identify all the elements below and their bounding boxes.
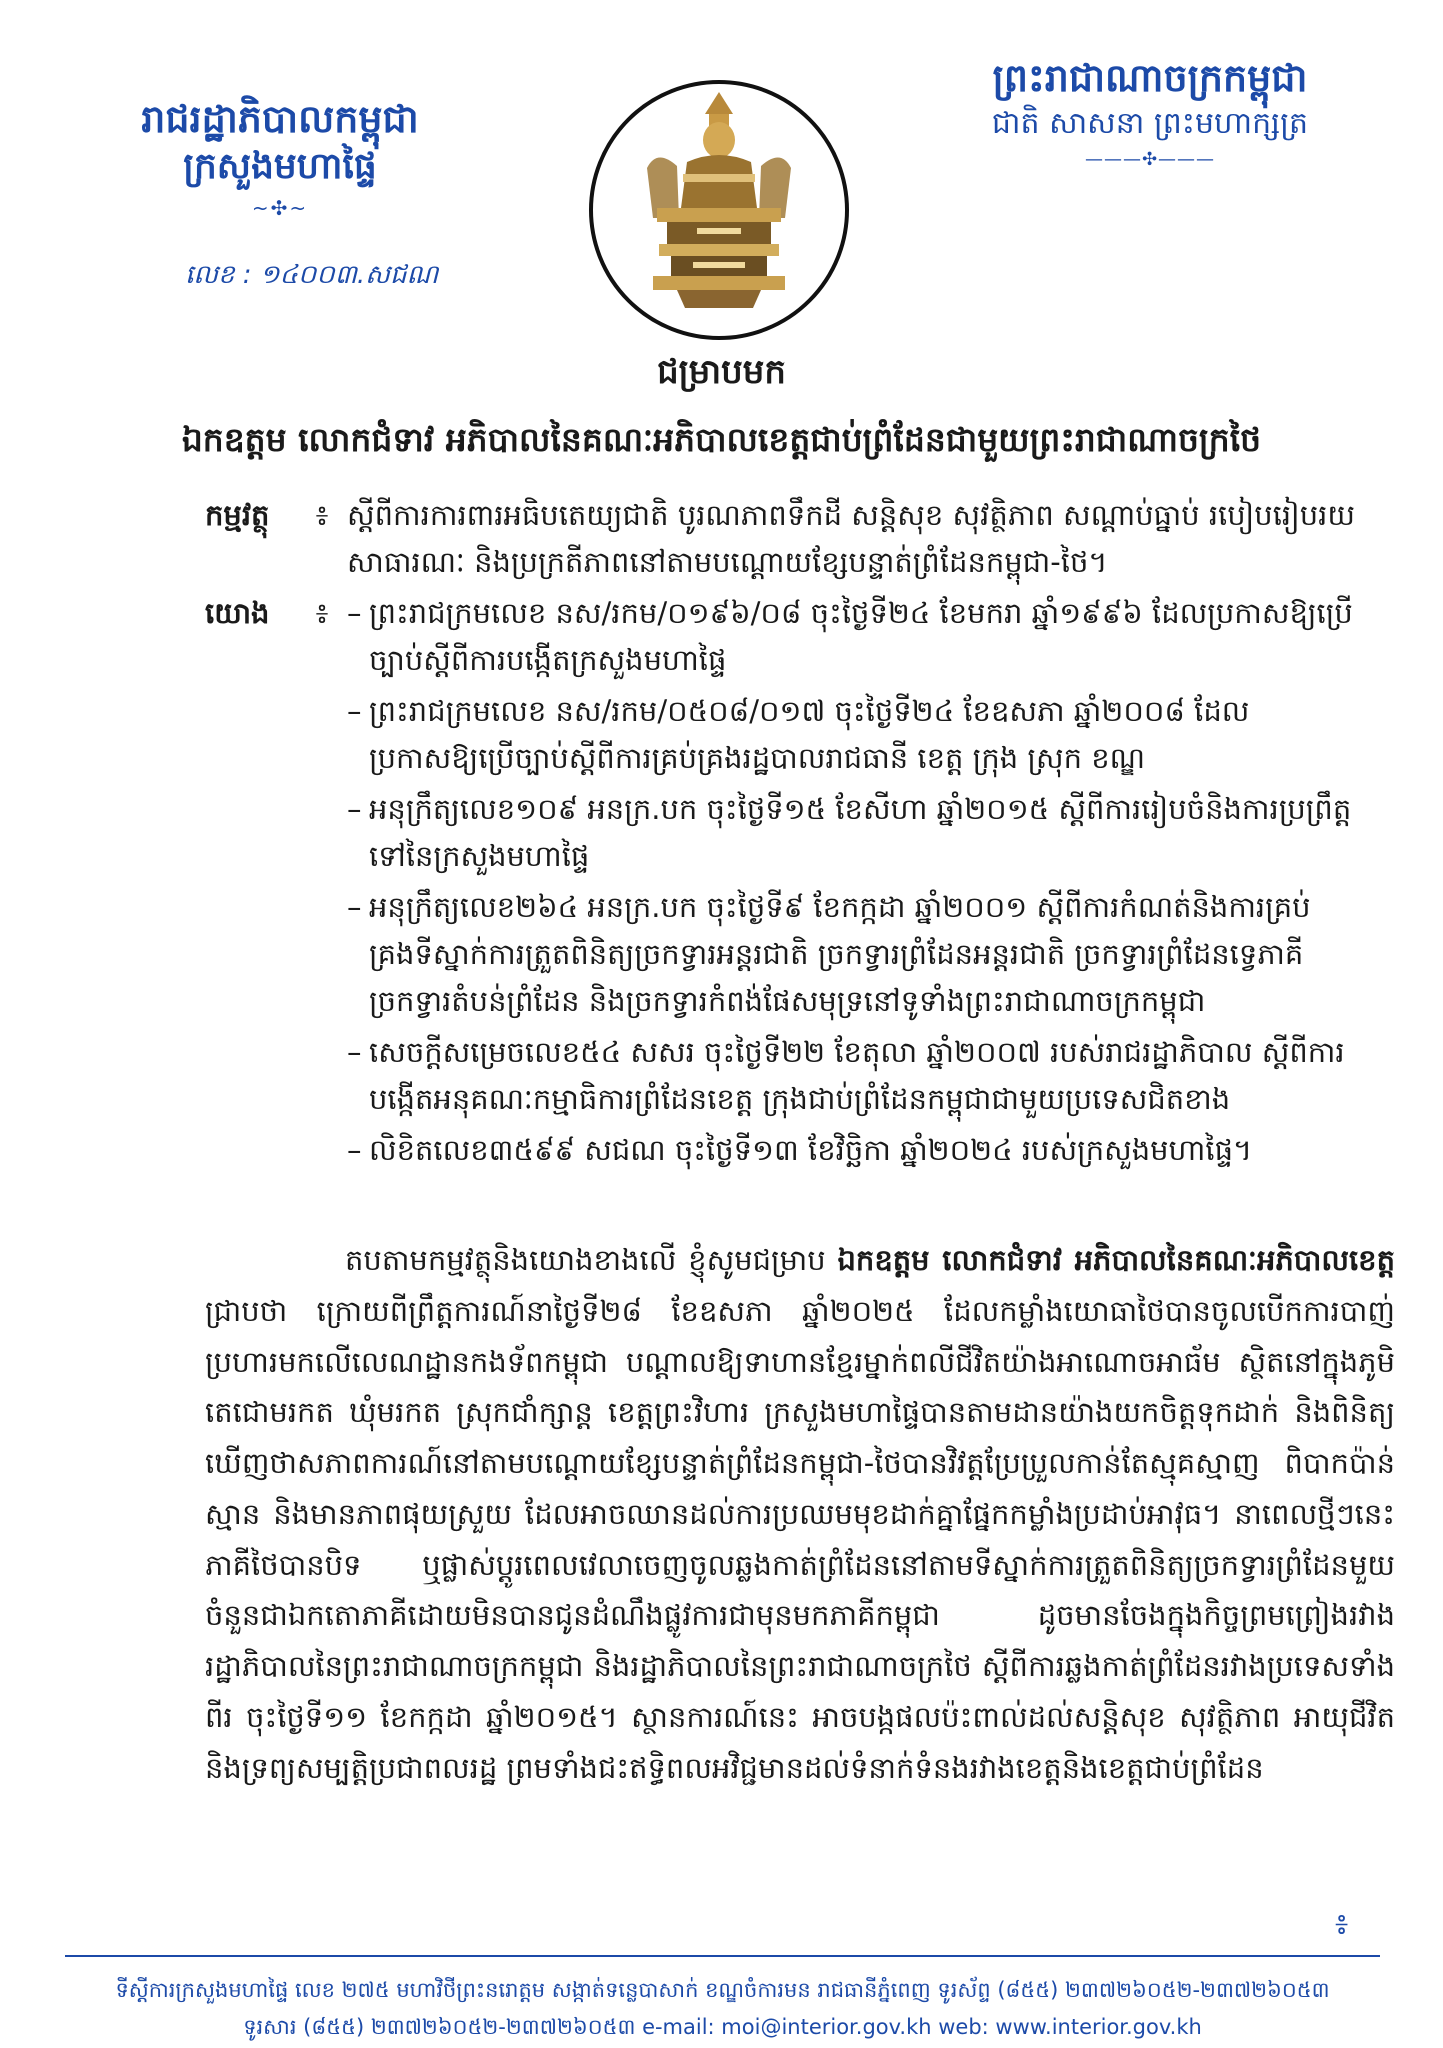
reference-item: [347, 884, 1355, 1025]
reference-dash: –: [347, 791, 362, 826]
references-row: [205, 590, 1355, 1178]
salutation: ជម្រាបមក: [657, 352, 786, 392]
reference-text: ព្រះរាជក្រមលេខ នស/រកម/០៥០៨/០១៧ ចុះថ្ងៃទី២៤ ខែឧសភា ឆ្នាំ២០០៨ ដែលប្រកាសឱ្យប្រើច្បាប់ស្តីពីការគ្រប់គ្រងរដ្ឋបាលរាជធានី ខេត្ត ក្រុង ស្រុក ខណ្ឌ: [369, 693, 1250, 775]
references-label: យោង: [205, 595, 270, 630]
subject-section: [205, 492, 1355, 1178]
government-name: រាជរដ្ឋាភិបាលកម្ពុជា: [141, 97, 419, 141]
reference-text: អនុក្រឹត្យលេខ១០៩ អនក្រ.បក ចុះថ្ងៃទី១៥ ខែសីហា ឆ្នាំ២០១៥ ស្តីពីការរៀបចំនិងការប្រព្រឹត្តទៅនៃក្រសួងមហាផ្ទៃ: [369, 791, 1352, 873]
reference-item: [347, 1127, 1355, 1174]
continuation-mark: ៖: [1335, 1907, 1349, 1942]
subject-colon: ៖: [315, 498, 329, 532]
footer-divider: [65, 1955, 1380, 1957]
reference-dash: –: [347, 889, 362, 924]
kingdom-name: ព្រះរាជាណាចក្រកម្ពុជា: [992, 56, 1308, 100]
left-ornament: ~✣~: [251, 196, 309, 221]
reference-item: [347, 1029, 1355, 1123]
subject-label: កម្មវត្ថុ: [205, 498, 270, 532]
right-ornament: ———✣———: [1084, 148, 1216, 170]
ministry-name: ក្រសួងមហាផ្ទៃ: [183, 145, 377, 187]
body-paragraph: [205, 1235, 1395, 1793]
reference-item: [347, 590, 1355, 684]
body-intro: តបតាមកម្មវត្ថុនិងយោងខាងលើ ខ្ញុំសូមជម្រាប: [345, 1243, 838, 1277]
kingdom-header: [955, 55, 1345, 170]
reference-item: [347, 688, 1355, 782]
footer: [65, 1972, 1380, 2046]
references-colon: ៖: [315, 595, 329, 630]
reference-dash: –: [347, 693, 362, 728]
letter-title: [0, 350, 1443, 468]
reference-text: លិខិតលេខ៣៥៩៩ សជណ ចុះថ្ងៃទី១៣ ខែវិច្ឆិកា ឆ្នាំ២០២៤ របស់ក្រសួងមហាផ្ទៃ។: [369, 1132, 1253, 1167]
national-motto: ជាតិ សាសនា ព្រះមហាក្សត្រ: [991, 105, 1309, 141]
footer-address: ទីស្តីការក្រសួងមហាផ្ទៃ លេខ ២៧៥ មហាវិថីព្រះនរោត្តម សង្កាត់ទន្លេបាសាក់ ខណ្ឌចំការមន រាជធានីភ្នំពេញ ទូរស័ព្ទ (៨៥៥) ២៣៧២៦០៥២-២៣៧២៦០៥៣: [115, 1978, 1330, 2002]
addressee-line: ឯកឧត្តម លោកជំទាវ អភិបាលនៃគណៈអភិបាលខេត្តជាប់ព្រំដែនជាមួយព្រះរាជាណាចក្រថៃ: [181, 420, 1262, 459]
body-addressee: ឯកឧត្តម លោកជំទាវ អភិបាលនៃគណៈអភិបាលខេត្ត: [837, 1243, 1396, 1277]
reference-dash: –: [347, 1132, 362, 1167]
body-text: ជ្រាបថា ក្រោយពីព្រឹត្តការណ៍នាថ្ងៃទី២៨ ខែឧសភា ឆ្នាំ២០២៥ ដែលកម្លាំងយោធាថៃបានចូលបើកការបាញ់ប្រហារមកលើលេណដ្ឋានកងទ័ពកម្ពុជា បណ្តាលឱ្យទាហានខ្មែរម្នាក់ពលីជីវិតយ៉ាងអាណោចអាធ័ម ស្ថិតនៅក្នុងភូមិតេជោមរកត ឃុំមរកត ស្រុកជាំក្សាន្ត ខេត្តព្រះវិហារ ក្រសួងមហាផ្ទៃបានតាមដានយ៉ាងយកចិត្តទុកដាក់ និងពិនិត្យឃើញថាសភាពការណ៍នៅតាមបណ្តោយខ្សែបន្ទាត់ព្រំដែនកម្ពុជា-ថៃបានវិវត្តប្រែប្រួលកាន់តែស្មុគស្មាញ ពិបាកប៉ាន់ស្មាន និងមានភាពផុយស្រួយ ដែលអាចឈានដល់ការប្រឈមមុខដាក់គ្នាផ្នែកកម្លាំងប្រដាប់អាវុធ។ នាពេលថ្មីៗនេះ ភាគីថៃបានបិទ ឬផ្លាស់ប្តូរពេលវេលាចេញចូលឆ្លងកាត់ព្រំដែននៅតាមទីស្នាក់ការត្រួតពិនិត្យច្រកទ្វារព្រំដែនមួយចំនួនជាឯកតោភាគីដោយមិនបានជូនដំណឹងផ្លូវការជាមុនមកភាគីកម្ពុជា ដូចមានចែងក្នុងកិច្ចព្រមព្រៀងរវាងរដ្ឋាភិបាលនៃព្រះរាជាណាចក្រកម្ពុជា និងរដ្ឋាភិបាលនៃព្រះរាជាណាចក្រថៃ ស្តីពីការឆ្លងកាត់ព្រំដែនរវាងប្រទេសទាំងពីរ ចុះថ្ងៃទី១១ ខែកក្កដា ឆ្នាំ២០១៥។ ស្ថានការណ៍នេះ អាចបង្កផលប៉ះពាល់ដល់សន្តិសុខ សុវត្ថិភាព អាយុជីវិត និងទ្រព្យសម្បត្តិប្រជាពលរដ្ឋ ព្រមទាំងជះឥទ្ធិពលអវិជ្ជមានដល់ទំនាក់ទំនងរវាងខេត្តនិងខេត្តជាប់ព្រំដែន: [205, 1293, 1395, 1785]
reference-number: លេខ : ១៤០០៣.សជណ: [185, 260, 439, 290]
reference-item: [347, 786, 1355, 880]
references-list: [347, 590, 1355, 1178]
reference-text: ព្រះរាជក្រមលេខ នស/រកម/០១៩៦/០៨ ចុះថ្ងៃទី២៤ ខែមករា ឆ្នាំ១៩៩៦ ដែលប្រកាសឱ្យប្រើច្បាប់ស្តីពីការបង្កើតក្រសួងមហាផ្ទៃ: [369, 595, 1353, 677]
reference-dash: –: [347, 595, 362, 630]
subject-row: [205, 492, 1355, 586]
reference-text: សេចក្តីសម្រេចលេខ៥៤ សសរ ចុះថ្ងៃទី២២ ខែតុលា ឆ្នាំ២០០៧ របស់រាជរដ្ឋាភិបាល ស្តីពីការបង្កើតអនុគណៈកម្មាធិការព្រំដែនខេត្ត ក្រុងជាប់ព្រំដែនកម្ពុជាជាមួយប្រទេសជិតខាង: [369, 1034, 1345, 1116]
royal-emblem-icon: [587, 78, 851, 342]
reference-dash: –: [347, 1034, 362, 1069]
ministry-header: [110, 96, 450, 220]
subject-text: ស្តីពីការការពារអធិបតេយ្យជាតិ បូរណភាពទឹកដី សន្តិសុខ សុវត្ថិភាព សណ្តាប់ធ្នាប់ របៀបរៀបរយសាធារណៈ និងប្រក្រតីភាពនៅតាមបណ្តោយខ្សែបន្ទាត់ព្រំដែនកម្ពុជា-ថៃ។: [347, 498, 1355, 579]
reference-text: អនុក្រឹត្យលេខ២៦៤ អនក្រ.បក ចុះថ្ងៃទី៩ ខែកក្កដា ឆ្នាំ២០០១ ស្តីពីការកំណត់និងការគ្រប់គ្រងទីស្នាក់ការត្រួតពិនិត្យច្រកទ្វារអន្តរជាតិ ច្រកទ្វារព្រំដែនអន្តរជាតិ ច្រកទ្វារព្រំដែនទ្វេភាគី ច្រកទ្វារតំបន់ព្រំដែន និងច្រកទ្វារកំពង់ផែសមុទ្រនៅទូទាំងព្រះរាជាណាចក្រកម្ពុជា: [369, 889, 1311, 1018]
footer-contact: ទូរសារ (៨៥៥) ២៣៧២៦០៥២-២៣៧២៦០៥៣ e-mail: moi@interior.gov.kh web: www.interior.gov.kh: [243, 2014, 1202, 2039]
